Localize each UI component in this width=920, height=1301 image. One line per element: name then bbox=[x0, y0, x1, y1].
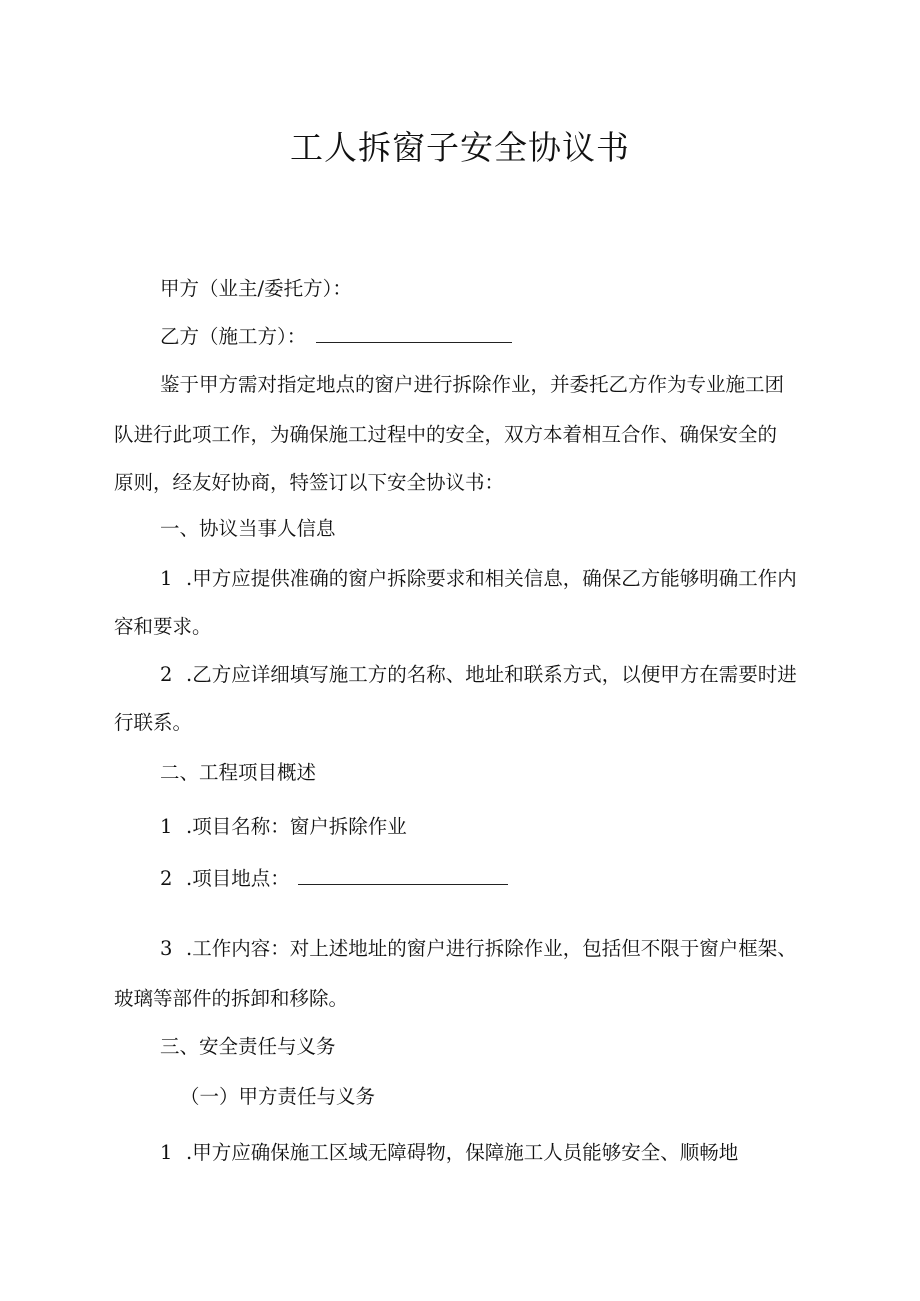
section1-item2-number: 2 bbox=[160, 663, 173, 686]
section2-item2-number: 2 bbox=[160, 867, 173, 890]
project-location-blank-field[interactable] bbox=[298, 866, 508, 885]
section1-item2-text-1: .乙方应详细填写施工方的名称、地址和联系方式，以便甲方在需要时进 bbox=[186, 663, 797, 686]
section1-item1-line-2: 容和要求。 bbox=[114, 615, 212, 638]
party-b-blank-field[interactable] bbox=[316, 324, 512, 343]
section1-item1-number: 1 bbox=[160, 567, 173, 590]
section2-heading: 二、工程项目概述 bbox=[160, 761, 317, 784]
section1-item2-line-2: 行联系。 bbox=[114, 711, 193, 734]
section2-item3-number: 3 bbox=[160, 937, 173, 960]
party-a-line bbox=[160, 276, 352, 302]
party-a-label: 甲方（业主/委托方）： bbox=[160, 277, 352, 300]
section2-item1-number: 1 bbox=[160, 815, 173, 838]
section2-item1-text: .项目名称：窗户拆除作业 bbox=[186, 815, 407, 838]
section2-item3-text-1: .工作内容：对上述地址的窗户进行拆除作业，包括但不限于窗户框架、 bbox=[186, 937, 797, 960]
section2-item2-text: .项目地点： bbox=[186, 867, 290, 890]
party-b-label: 乙方（施工方）： bbox=[160, 325, 307, 348]
section3-item1 bbox=[160, 1140, 738, 1166]
document-title: 工人拆窗子安全协议书 bbox=[290, 128, 630, 167]
section3-heading: 三、安全责任与义务 bbox=[160, 1035, 336, 1058]
preamble-line-1: 鉴于甲方需对指定地点的窗户进行拆除作业，并委托乙方作为专业施工团 bbox=[160, 373, 785, 396]
section3-item1-text: .甲方应确保施工区域无障碍物，保障施工人员能够安全、顺畅地 bbox=[186, 1141, 739, 1164]
section1-item2-line-1 bbox=[160, 662, 797, 688]
section2-item1 bbox=[160, 814, 407, 840]
section1-item1-text-1: .甲方应提供准确的窗户拆除要求和相关信息，确保乙方能够明确工作内 bbox=[186, 567, 797, 590]
party-b-line bbox=[160, 324, 512, 350]
section2-item3-line-2: 玻璃等部件的拆卸和移除。 bbox=[114, 987, 349, 1010]
section1-item1-line-1 bbox=[160, 566, 797, 592]
section1-heading: 一、协议当事人信息 bbox=[160, 517, 336, 540]
preamble-line-2: 队进行此项工作，为确保施工过程中的安全，双方本着相互合作、确保安全的 bbox=[114, 423, 778, 446]
section3-item1-number: 1 bbox=[160, 1141, 173, 1164]
section3-subheading: （一）甲方责任与义务 bbox=[180, 1085, 376, 1108]
preamble-line-3: 原则，经友好协商，特签订以下安全协议书： bbox=[114, 471, 505, 494]
section2-item3-line-1 bbox=[160, 936, 797, 962]
section2-item2 bbox=[160, 866, 508, 892]
